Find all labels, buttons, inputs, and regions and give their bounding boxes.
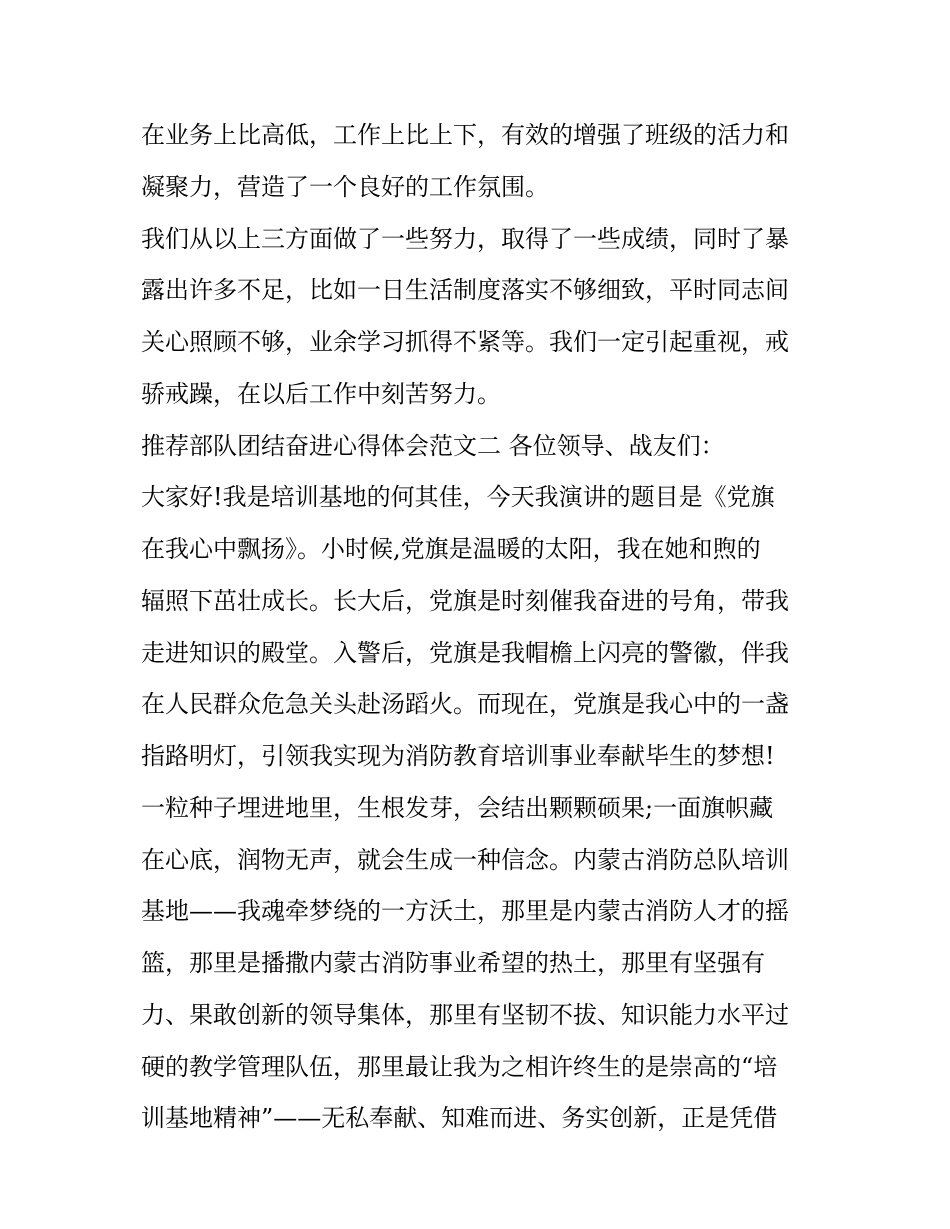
text-line: 大家好!我是培训基地的何其佳，今天我演讲的题目是《党旗 xyxy=(141,483,775,512)
text-line: 在业务上比高低，工作上比上下，有效的增强了班级的活力和 xyxy=(141,121,789,149)
section-heading-line: 推荐部队团结奋进心得体会范文二 各位领导、战友们： xyxy=(141,431,725,460)
text-line: 我们从以上三方面做了一些努力，取得了一些成绩，同时了暴 xyxy=(141,224,789,253)
text-line: 在心底，润物无声，就会生成一种信念。内蒙古消防总队培训 xyxy=(141,845,789,874)
text-line: 篮，那里是播撒内蒙古消防事业希望的热土，那里有坚强有 xyxy=(141,949,765,977)
text-line: 在人民群众危急关头赴汤蹈火。而现在，党旗是我心中的一盏 xyxy=(141,690,789,719)
text-line: 关心照顾不够，业余学习抓得不紧等。我们一定引起重视，戒 xyxy=(141,328,789,356)
text-line: 硬的教学管理队伍，那里最让我为之相许终生的是崇高的“培 xyxy=(141,1052,778,1081)
text-line: 露出许多不足，比如一日生活制度落实不够细致，平时同志间 xyxy=(141,276,789,305)
text-line: 基地——我魂牵梦绕的一方沃土，那里是内蒙古消防人才的摇 xyxy=(141,897,789,926)
text-line: 辐照下茁壮成长。长大后，党旗是时刻催我奋进的号角，带我 xyxy=(141,586,789,615)
document-body xyxy=(141,110,821,1145)
text-line: 指路明灯，引领我实现为消防教育培训事业奉献毕生的梦想! xyxy=(141,742,775,770)
text-line: 走进知识的殿堂。入警后，党旗是我帽檐上闪亮的警徽，伴我 xyxy=(141,638,789,667)
text-line: 训基地精神”——无私奉献、知难而进、务实创新，正是凭借 xyxy=(141,1104,778,1133)
text-line: 一粒种子埋进地里，生根发芽，会结出颗颗硕果;一面旗帜藏 xyxy=(141,793,774,822)
text-line: 骄戒躁，在以后工作中刻苦努力。 xyxy=(141,379,501,408)
text-line: 凝聚力，营造了一个良好的工作氛围。 xyxy=(141,172,549,201)
text-line: 力、果敢创新的领导集体，那里有坚韧不拔、知识能力水平过 xyxy=(141,1000,789,1029)
text-line: 在我心中飘扬》。小时候,党旗是温暖的太阳，我在她和煦的 xyxy=(141,535,761,563)
